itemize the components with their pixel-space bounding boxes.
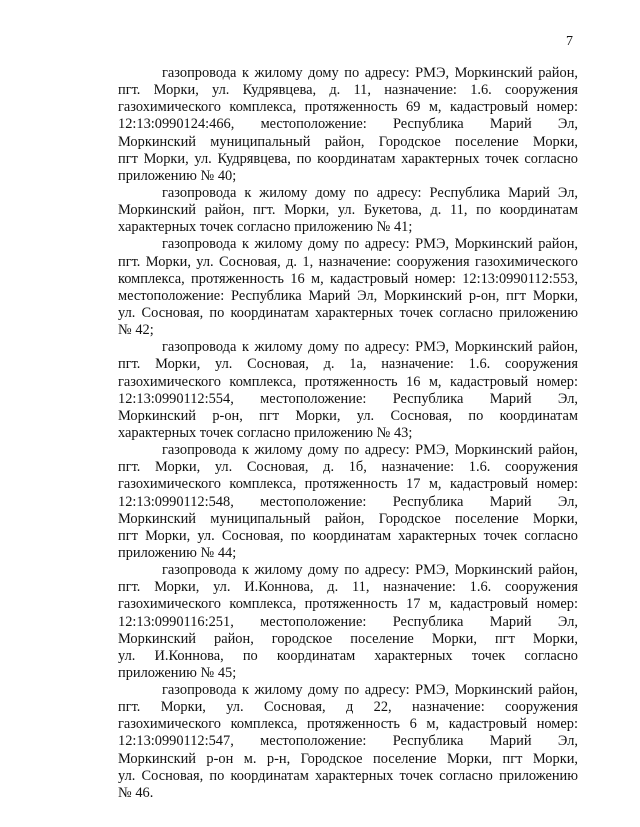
- text-line: комплекса, протяженность 16 м, кадастровый номер: 12:13:0990112:553,: [118, 270, 578, 287]
- text-line: Моркинский муниципальный район, Городское поселение Морки,: [118, 133, 578, 150]
- text-line: ул. Сосновая, по координатам характерных точек согласно приложению: [118, 304, 578, 321]
- text-line: 12:13:0990124:466, местоположение: Республика Марий Эл,: [118, 116, 578, 133]
- text-line: газопровода к жилому дому по адресу: РМЭ, Моркинский район,: [162, 682, 578, 699]
- text-line: № 42;: [118, 322, 154, 339]
- text-line: газохимического комплекса, протяженность 17 м, кадастровый номер:: [118, 476, 578, 493]
- paragraph-item-40: [118, 65, 578, 185]
- text-line: газопровода к жилому дому по адресу: РМЭ, Моркинский район,: [162, 339, 578, 356]
- paragraph-item-46: [118, 682, 578, 802]
- paragraph-item-42: [118, 236, 578, 339]
- text-line: № 46.: [118, 784, 154, 801]
- text-line: пгт. Морки, ул. И.Коннова, д. 11, назначение: 1.6. сооружения: [118, 579, 578, 596]
- text-line: пгт. Морки, ул. Сосновая, д. 1а, назначение: 1.6. сооружения: [118, 356, 578, 373]
- text-line: пгт. Морки, ул. Сосновая, д 22, назначение: сооружения: [118, 699, 578, 716]
- text-line: 12:13:0990116:251, местоположение: Республика Марий Эл,: [118, 613, 578, 630]
- text-line: Моркинский р-он, пгт Морки, ул. Сосновая, по координатам: [118, 407, 578, 424]
- text-line: газохимического комплекса, протяженность 16 м, кадастровый номер:: [118, 373, 578, 390]
- text-line: пгт Морки, ул. Сосновая, по координатам характерных точек согласно: [118, 527, 578, 544]
- text-line: ул. И.Коннова, по координатам характерных точек согласно: [118, 647, 578, 664]
- text-line: Моркинский район, городское поселение Морки, пгт Морки,: [118, 630, 578, 647]
- text-line: местоположение: Республика Марий Эл, Моркинский р-он, пгт Морки,: [118, 287, 578, 304]
- text-line: газопровода к жилому дому по адресу: РМЭ, Моркинский район,: [162, 65, 578, 81]
- text-line: 12:13:0990112:554, местоположение: Республика Марий Эл,: [118, 390, 578, 407]
- text-line: Моркинский р-он м. р-н, Городское поселение Морки, пгт Морки,: [118, 750, 578, 767]
- text-line: характерных точек согласно приложению № 41;: [118, 219, 413, 236]
- paragraph-item-41: [118, 185, 578, 236]
- document-body: [118, 65, 578, 802]
- text-line: газопровода к жилому дому по адресу: Республика Марий Эл,: [162, 184, 578, 201]
- paragraph-item-44: [118, 442, 578, 562]
- text-line: пгт. Морки, ул. Кудрявцева, д. 11, назначение: 1.6. сооружения: [118, 82, 578, 99]
- text-line: газопровода к жилому дому по адресу: РМЭ, Моркинский район,: [162, 236, 578, 253]
- text-line: 12:13:0990112:547, местоположение: Республика Марий Эл,: [118, 733, 578, 750]
- text-line: приложению № 40;: [118, 167, 237, 184]
- text-line: газохимического комплекса, протяженность 17 м, кадастровый номер:: [118, 596, 578, 613]
- text-line: Моркинский район, пгт. Морки, ул. Букетова, д. 11, по координатам: [118, 202, 578, 219]
- text-line: 12:13:0990112:548, местоположение: Республика Марий Эл,: [118, 493, 578, 510]
- text-line: газопровода к жилому дому по адресу: РМЭ, Моркинский район,: [162, 442, 578, 459]
- page-number: 7: [566, 34, 573, 49]
- text-line: приложению № 44;: [118, 544, 237, 561]
- text-line: Моркинский муниципальный район, Городское поселение Морки,: [118, 510, 578, 527]
- text-line: газохимического комплекса, протяженность 69 м, кадастровый номер:: [118, 99, 578, 116]
- text-line: пгт Морки, ул. Кудрявцева, по координатам характерных точек согласно: [118, 150, 578, 167]
- text-line: ул. Сосновая, по координатам характерных точек согласно приложению: [118, 767, 578, 784]
- text-line: газохимического комплекса, протяженность 6 м, кадастровый номер:: [118, 716, 578, 733]
- paragraph-item-43: [118, 339, 578, 442]
- text-line: приложению № 45;: [118, 664, 237, 681]
- text-line: характерных точек согласно приложению № 43;: [118, 424, 413, 441]
- text-line: пгт. Морки, ул. Сосновая, д. 1б, назначение: 1.6. сооружения: [118, 459, 578, 476]
- paragraph-item-45: [118, 562, 578, 682]
- text-line: газопровода к жилому дому по адресу: РМЭ, Моркинский район,: [162, 562, 578, 579]
- text-line: пгт. Морки, ул. Сосновая, д. 1, назначение: сооружения газохимического: [118, 253, 578, 270]
